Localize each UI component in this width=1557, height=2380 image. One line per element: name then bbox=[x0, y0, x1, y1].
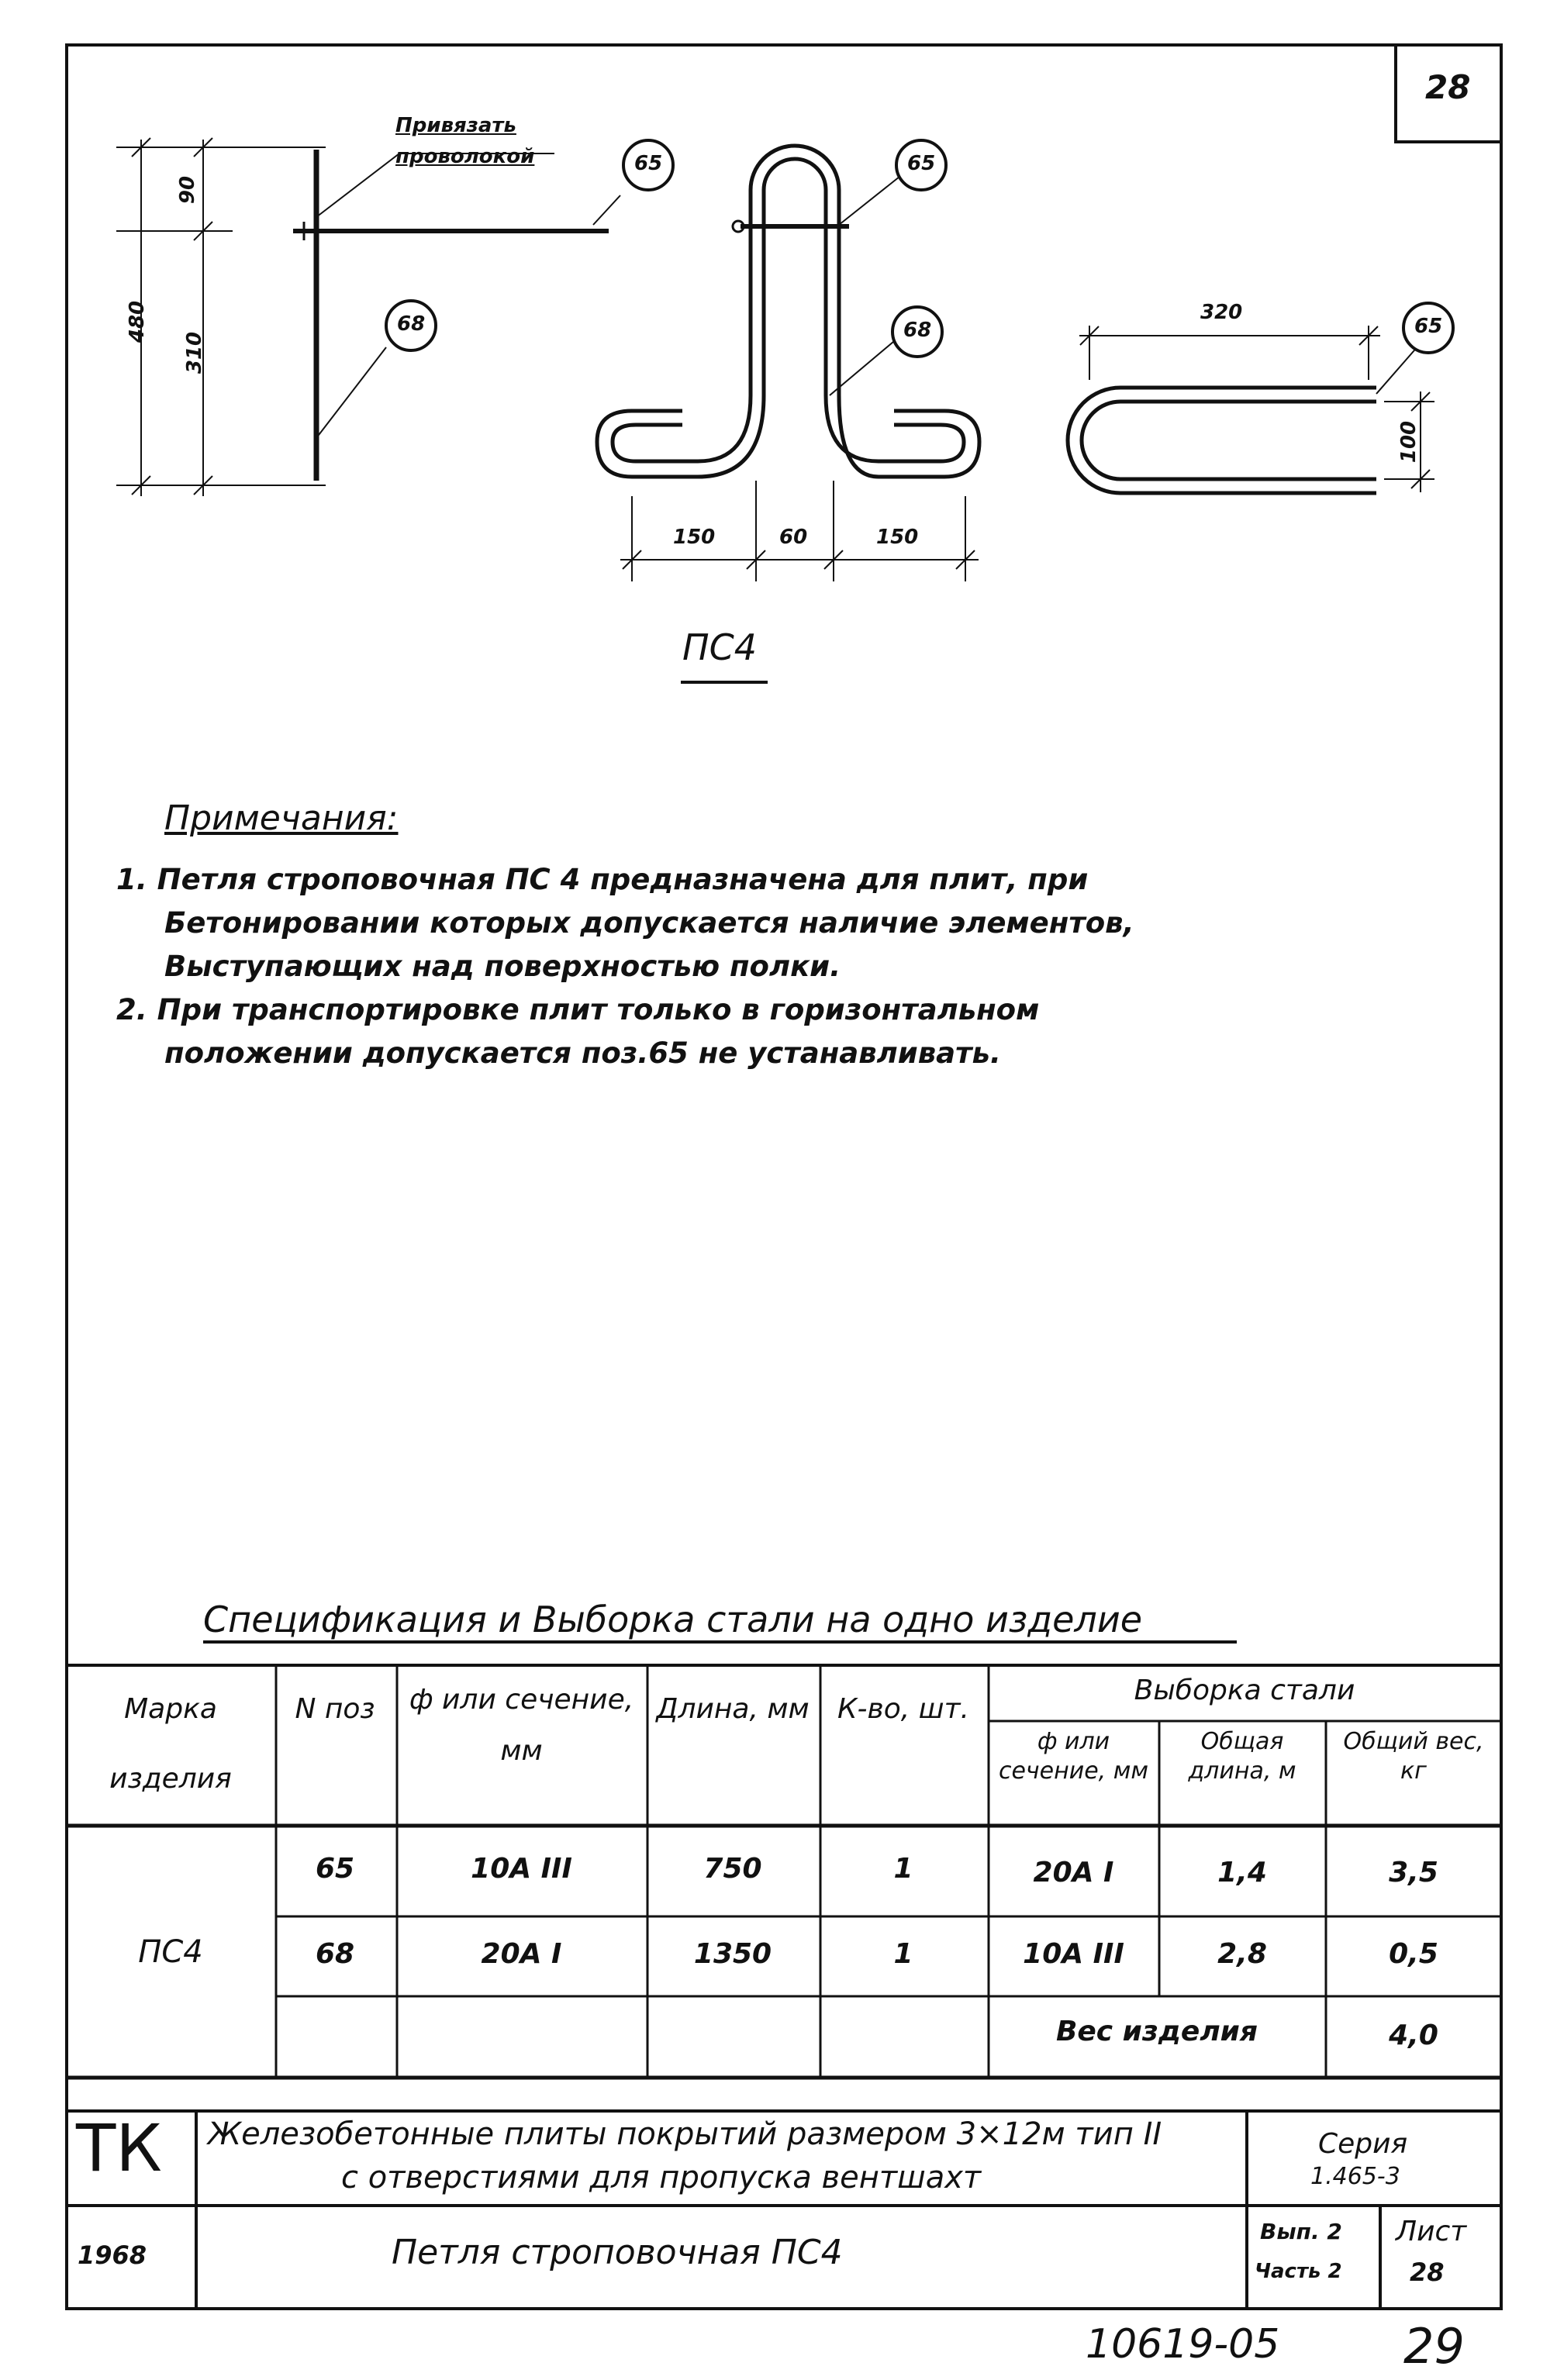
tie-note: Привязать проволокой bbox=[395, 114, 535, 168]
row1-pos: 65 bbox=[315, 1853, 355, 1885]
part: Часть 2 bbox=[1255, 2260, 1342, 2283]
front-view bbox=[597, 146, 979, 682]
org-code: ТК bbox=[76, 2110, 162, 2186]
row2-sel-weight: 0,5 bbox=[1389, 1938, 1438, 1970]
marker-65-b: 65 bbox=[907, 152, 936, 175]
spec-title: Спецификация и Выборка стали на одно изделие bbox=[203, 1599, 1143, 1640]
dim-length: 320 bbox=[1200, 301, 1243, 324]
row2-pos: 68 bbox=[315, 1938, 355, 1970]
drawing-title: ПС4 bbox=[682, 626, 757, 668]
notes-title: Примечания: bbox=[164, 799, 399, 838]
header-sel-length: Общая длина, м bbox=[1188, 1728, 1296, 1785]
product-mark: ПС4 bbox=[138, 1934, 203, 1970]
note-line-4: 2. При транспортировке плит только в горизонтальном bbox=[116, 993, 1040, 1026]
dim-center: 60 bbox=[779, 526, 808, 549]
dim-lower: 310 bbox=[183, 331, 207, 374]
row2-sel-section: 10А III bbox=[1023, 1938, 1124, 1970]
sheet-label: Лист bbox=[1396, 2216, 1467, 2247]
row1-sel-weight: 3,5 bbox=[1389, 1857, 1438, 1888]
row1-sel-section: 20А I bbox=[1033, 1857, 1114, 1888]
year: 1968 bbox=[78, 2240, 147, 2270]
note-line-3: Выступающих над поверхностью полки. bbox=[164, 950, 841, 983]
row1-sel-length: 1,4 bbox=[1217, 1857, 1267, 1888]
header-pos: N поз bbox=[295, 1693, 375, 1725]
product-name: Петля строповочная ПС4 bbox=[392, 2233, 843, 2272]
header-sel-weight: Общий вес, кг bbox=[1343, 1728, 1484, 1785]
row2-section: 20А I bbox=[481, 1938, 562, 1970]
sheet-value: 28 bbox=[1410, 2258, 1445, 2287]
series-value: 1.465-3 bbox=[1310, 2163, 1400, 2190]
marker-65-c: 65 bbox=[1414, 315, 1443, 338]
header-section: ф или сечение, мм bbox=[409, 1684, 634, 1767]
row2-length: 1350 bbox=[693, 1938, 772, 1970]
sheet-number: 28 bbox=[1425, 68, 1471, 106]
note-line-1: 1. Петля строповочная ПС 4 предназначена для плит, при bbox=[116, 863, 1089, 896]
row2-sel-length: 2,8 bbox=[1217, 1938, 1267, 1970]
header-qty: К-во, шт. bbox=[837, 1693, 970, 1725]
dim-total-height: 480 bbox=[126, 300, 150, 343]
note-line-2: Бетонировании которых допускается наличие элементов, bbox=[164, 906, 1134, 940]
dim-height: 100 bbox=[1397, 420, 1421, 464]
header-length: Длина, мм bbox=[656, 1693, 810, 1725]
desc-line-1: Железобетонные плиты покрытий размером 3×12м тип II bbox=[208, 2116, 1162, 2152]
dim-right: 150 bbox=[876, 526, 919, 549]
row2-qty: 1 bbox=[893, 1938, 913, 1970]
row1-length: 750 bbox=[703, 1853, 762, 1885]
series-label: Серия bbox=[1318, 2128, 1408, 2160]
doc-code: 10619-05 bbox=[1086, 2321, 1280, 2368]
header-mark: Марка изделия bbox=[109, 1693, 232, 1795]
issue: Вып. 2 bbox=[1260, 2219, 1342, 2244]
page-number: 29 bbox=[1403, 2318, 1465, 2375]
desc-line-2: с отверстиями для пропуска вентшахт bbox=[341, 2160, 982, 2195]
marker-65-a: 65 bbox=[634, 152, 663, 175]
top-view bbox=[1068, 326, 1434, 493]
header-sel-section: ф или сечение, мм bbox=[998, 1728, 1149, 1785]
header-selection: Выборка стали bbox=[1134, 1675, 1355, 1706]
dim-left: 150 bbox=[673, 526, 716, 549]
total-value: 4,0 bbox=[1389, 2020, 1438, 2051]
row1-section: 10А III bbox=[471, 1853, 572, 1885]
note-line-5: положении допускается поз.65 не устанавливать. bbox=[164, 1037, 1001, 1070]
row1-qty: 1 bbox=[893, 1853, 913, 1885]
marker-68-a: 68 bbox=[397, 312, 426, 336]
total-label: Вес изделия bbox=[1055, 2016, 1258, 2047]
marker-68-b: 68 bbox=[903, 319, 932, 342]
dim-upper: 90 bbox=[176, 175, 200, 205]
